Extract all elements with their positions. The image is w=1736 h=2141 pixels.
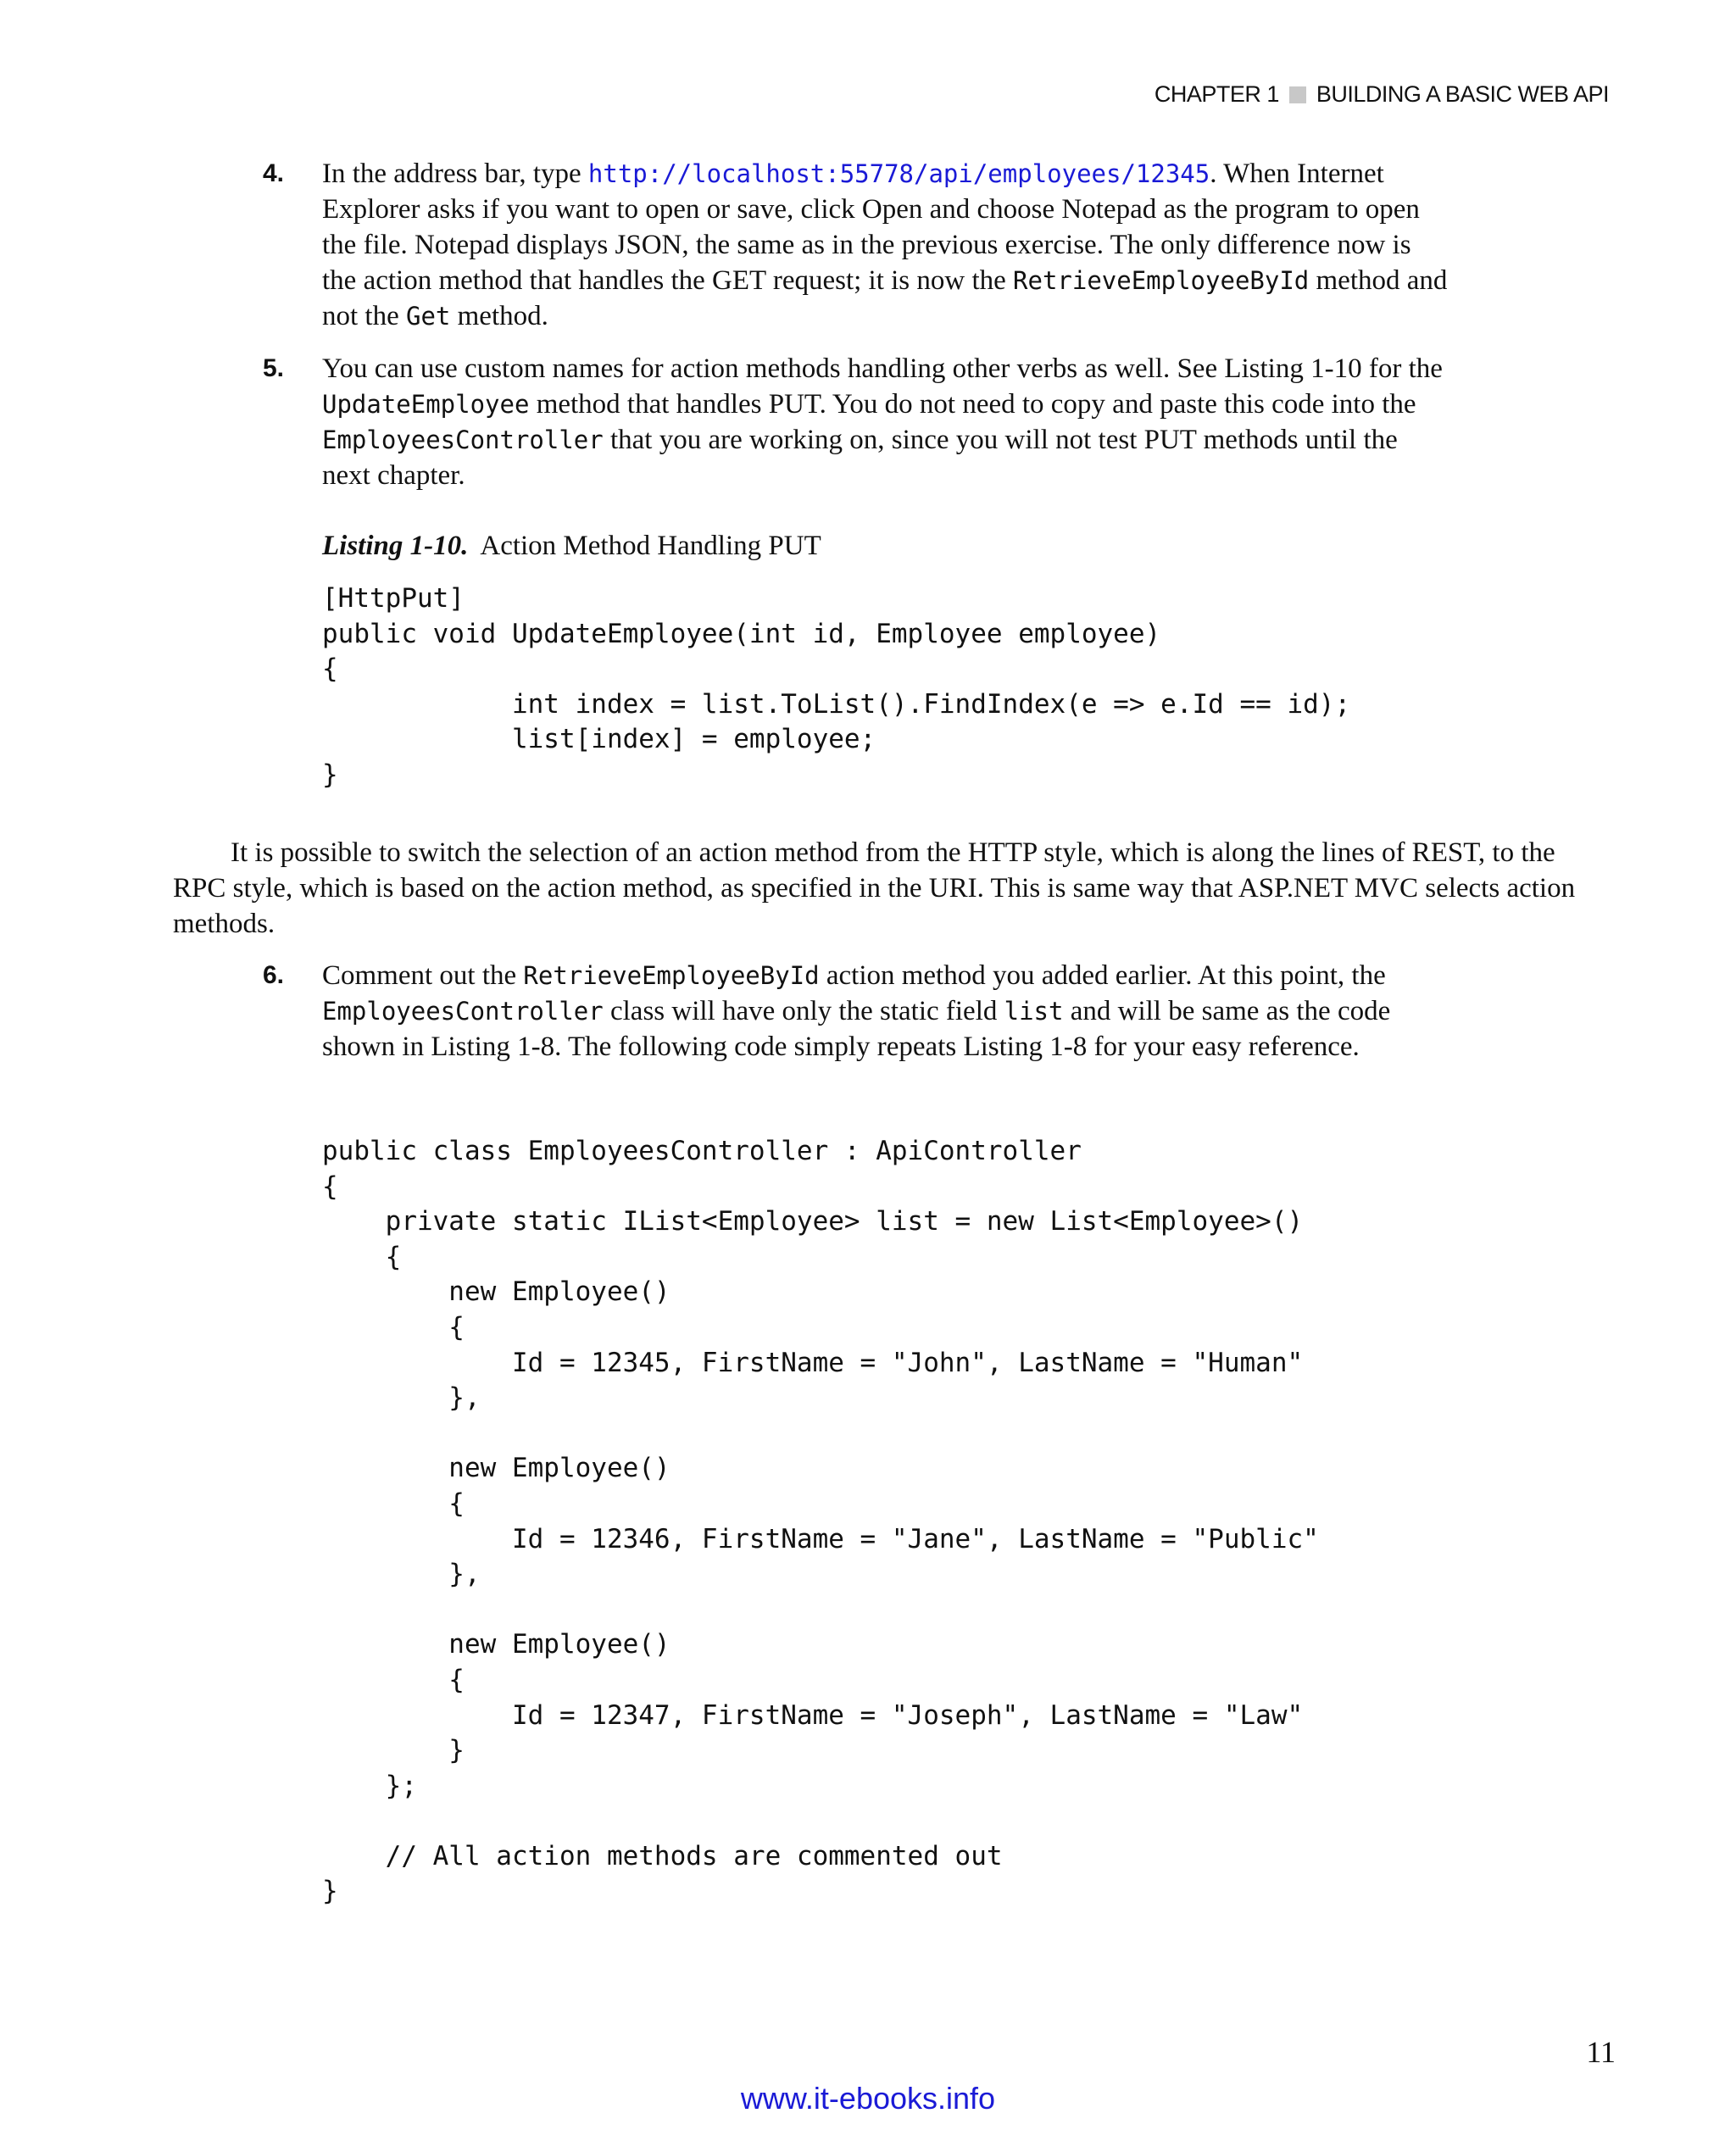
inline-code: UpdateEmployee [322,390,530,419]
step-text [322,351,1449,493]
inline-code: list [1004,997,1064,1026]
header-separator-icon [1289,86,1306,103]
page-number: 11 [1586,2035,1616,2069]
header-chapter: CHAPTER 1 [1154,81,1279,107]
body-paragraph: It is possible to switch the selection of an action method from the HTTP style, which is along the lines of REST, to the RPC style, which is based on the action method, as specified in the URI. This is same way that ASP.NET MVC selects action methods. [173,837,1576,939]
url-link[interactable]: http://localhost:55778/api/employees/12345 [587,159,1210,188]
text-fragment: that you are working on, since you will not test PUT methods until the next chapter. [322,425,1398,491]
listing-label: Listing 1-10. [322,531,469,561]
step-6 [264,958,1451,1065]
text-fragment: and will be same as the code shown in Listing 1-8. The following code simply repeats Listing 1-8 for your easy reference. [322,996,1391,1062]
inline-code: RetrieveEmployeeById [1013,266,1310,295]
step-4 [264,156,1451,334]
text-fragment: method and not the [322,265,1448,331]
step-number: 6. [263,961,285,989]
step-number: 4. [263,159,285,187]
running-header [1155,81,1609,108]
text-fragment: You can use custom names for action methods handling other verbs as well. See Listing 1-10 for the [322,353,1443,384]
text-fragment: . When Internet Explorer asks if you want to open or save, click Open and choose Notepad as the program to open the file. Notepad displays JSON, the same as in the previous exercise. The only difference now is the action method that handles the GET request; it is now the [322,158,1420,296]
step-number: 5. [263,354,285,382]
inline-code: RetrieveEmployeeById [523,961,820,990]
header-title: BUILDING A BASIC WEB API [1316,81,1609,107]
step-text [322,958,1449,1065]
text-fragment: method that handles PUT. You do not need to copy and paste this code into the [529,389,1416,420]
text-fragment: action method you added earlier. At this point, the [819,960,1386,991]
listing-caption [322,531,821,562]
footer-link[interactable]: www.it-ebooks.info [740,2081,996,2116]
text-fragment: In the address bar, type [322,158,588,189]
step-5 [264,351,1451,493]
listing-code: [HttpPut] public void UpdateEmployee(int id, Employee employee) { int index = list.ToList().FindIndex(e => e.Id == id); list[index] = employee; } [322,583,1351,790]
employees-controller-code: public class EmployeesController : ApiController { private static IList<Employee> list = new List<Employee>() { new Employee() { Id = 12345, FirstName = "John", LastName = "Human" }, new Employee() { Id = 12346, FirstName = "Jane", LastName = "Public" }, new Employee() { Id = 12347, FirstName = "Joseph", LastName = "Law" } }; // All action methods are commented out } [322,1136,1319,1907]
text-fragment: class will have only the static field [603,996,1004,1026]
inline-code: EmployeesController [322,425,604,454]
inline-code: EmployeesController [322,997,604,1026]
text-fragment: method. [450,301,548,331]
text-fragment: Comment out the [322,960,524,991]
inline-code: Get [405,302,451,331]
step-text [322,156,1449,334]
listing-title: Action Method Handling PUT [480,531,821,561]
